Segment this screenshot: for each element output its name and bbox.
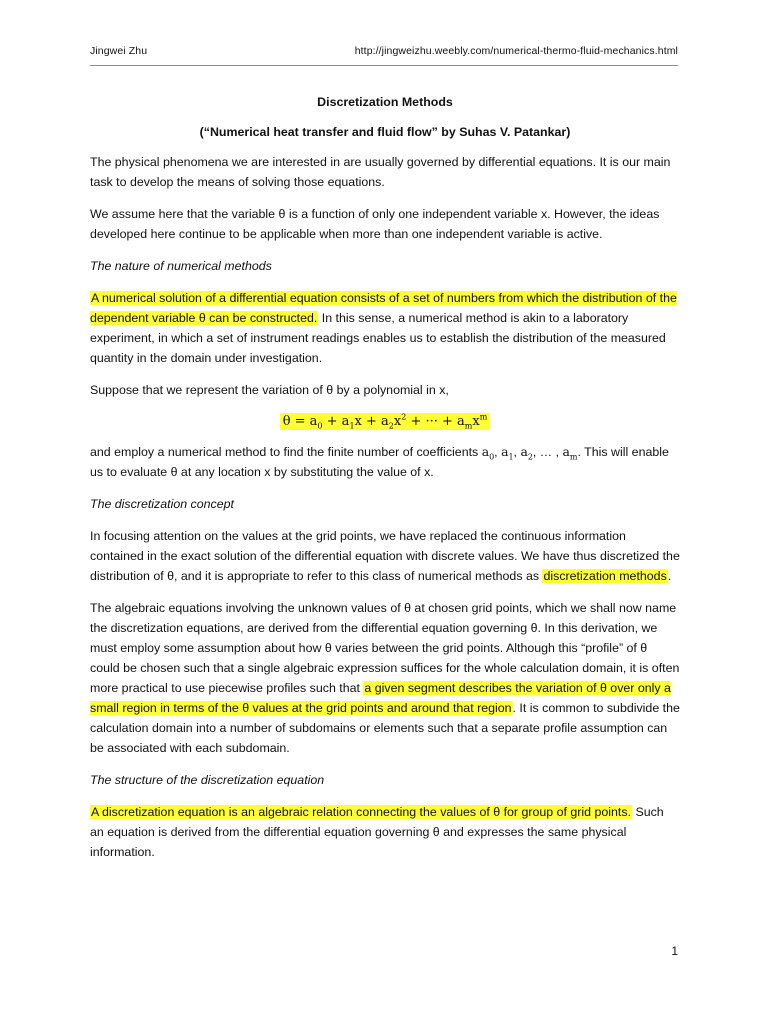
equation-part: x	[472, 414, 480, 429]
coefficient-symbol: a	[501, 444, 509, 459]
highlight-numerical-solution: A numerical solution of a differential equation consists of a set of numbers from which the distribution of the dependent variable θ can be constructed.	[90, 291, 677, 325]
paragraph-assumption: We assume here that the variable θ is a function of only one independent variable x. However, the ideas developed here continue to be applicable when more than one independent variable is active.	[90, 207, 660, 241]
section-heading-discretization-concept: The discretization concept	[90, 497, 234, 511]
separator: ,	[494, 445, 502, 459]
paragraph-coefficients	[90, 442, 680, 482]
equation-subscript: 0	[317, 421, 323, 431]
paragraph-text: .	[667, 569, 672, 583]
equation-part: + ··· + a	[406, 414, 465, 429]
equation-part: + a	[322, 414, 350, 429]
separator: ,	[513, 445, 521, 459]
equation-highlight	[280, 413, 491, 430]
paragraph-numerical-solution	[90, 288, 680, 368]
equation-subscript: 1	[349, 421, 355, 431]
coefficient-subscript: m	[569, 452, 578, 462]
document-subtitle: (“Numerical heat transfer and fluid flow” by Suhas V. Patankar)	[199, 125, 571, 139]
highlight-given-segment: a given segment describes the variation of θ over only a small region in terms of the θ values at the grid points and around that region	[90, 681, 671, 715]
highlight-discretization-equation: A discretization equation is an algebraic relation connecting the values of θ for group of grid points.	[91, 805, 632, 819]
page-number: 1	[671, 944, 678, 958]
paragraph-text: and employ a numerical method to find the finite number of coefficients	[90, 445, 482, 459]
equation-subscript: 2	[388, 421, 394, 431]
coefficient-am	[562, 444, 578, 462]
coefficient-a2	[520, 444, 533, 462]
coefficient-symbol: a	[562, 444, 570, 459]
paragraph-polynomial: Suppose that we represent the variation of θ by a polynomial in x,	[90, 383, 449, 397]
paragraph-numerical-solution-rest: In this sense, a numerical method is akin to a laboratory experiment, in which a set of instrument readings enables us to establish the distribution of the measured quantity in the domain under investigation.	[90, 311, 666, 365]
equation-part: x	[393, 414, 402, 429]
page-header	[90, 45, 678, 57]
paragraph-text: The algebraic equations involving the unknown values of θ at chosen grid points, which we shall now name the discretization equations, are derived from the differential equation governing θ. In this derivation, we must employ some assumption about how θ varies between the grid points. Although this “profile” of θ could be chosen such that a single algebraic expression suffices for the whole calculation domain, it is often more practical to use piecewise profiles such that	[90, 601, 680, 695]
coefficient-a0	[481, 444, 495, 462]
paragraph-text: Such an equation is derived from the differential equation governing θ and expresses the same physical information.	[90, 805, 664, 859]
section-heading-nature: The nature of numerical methods	[90, 259, 272, 273]
paragraph-algebraic-equations	[90, 598, 680, 758]
header-divider	[90, 65, 678, 66]
highlight-discretization-methods: discretization methods	[543, 569, 667, 583]
coefficient-symbol: a	[481, 444, 490, 459]
header-author: Jingwei Zhu	[90, 45, 148, 57]
paragraph-text: . It is common to subdivide the calculation domain into a number of subdomains or elements such that a separate profile assumption can be associated with each subdomain.	[90, 701, 680, 755]
equation-subscript: m	[464, 421, 473, 431]
separator: , … ,	[532, 445, 563, 459]
document-body	[90, 92, 680, 874]
header-url[interactable]: http://jingweizhu.weebly.com/numerical-thermo-fluid-mechanics.html	[354, 45, 678, 57]
paragraph-intro: The physical phenomena we are interested in are usually governed by differential equations. It is our main task to develop the means of solving those equations.	[90, 155, 671, 189]
paragraph-text: In focusing attention on the values at the grid points, we have replaced the continuous information contained in the exact solution of the differential equation with discrete values. We have thus discretized the distribution of θ, and it is appropriate to refer to this class of numerical methods as	[90, 529, 680, 583]
equation-superscript: 2	[401, 412, 407, 422]
paragraph-grid-points	[90, 526, 680, 586]
equation-part: θ = a	[282, 414, 318, 429]
coefficient-subscript: 2	[527, 452, 533, 462]
document-title: Discretization Methods	[317, 95, 453, 109]
paragraph-text: . This will enable us to evaluate θ at any location x by substituting the value of x.	[90, 445, 669, 479]
coefficient-subscript: 1	[508, 452, 514, 462]
coefficient-a1	[501, 444, 514, 462]
coefficient-symbol: a	[520, 444, 528, 459]
equation-superscript: m	[479, 412, 488, 422]
section-heading-structure: The structure of the discretization equation	[90, 773, 325, 787]
paragraph-discretization-equation	[90, 802, 680, 862]
polynomial-equation	[90, 412, 680, 432]
coefficient-subscript: 0	[489, 452, 495, 462]
equation-part: x + a	[354, 414, 389, 429]
